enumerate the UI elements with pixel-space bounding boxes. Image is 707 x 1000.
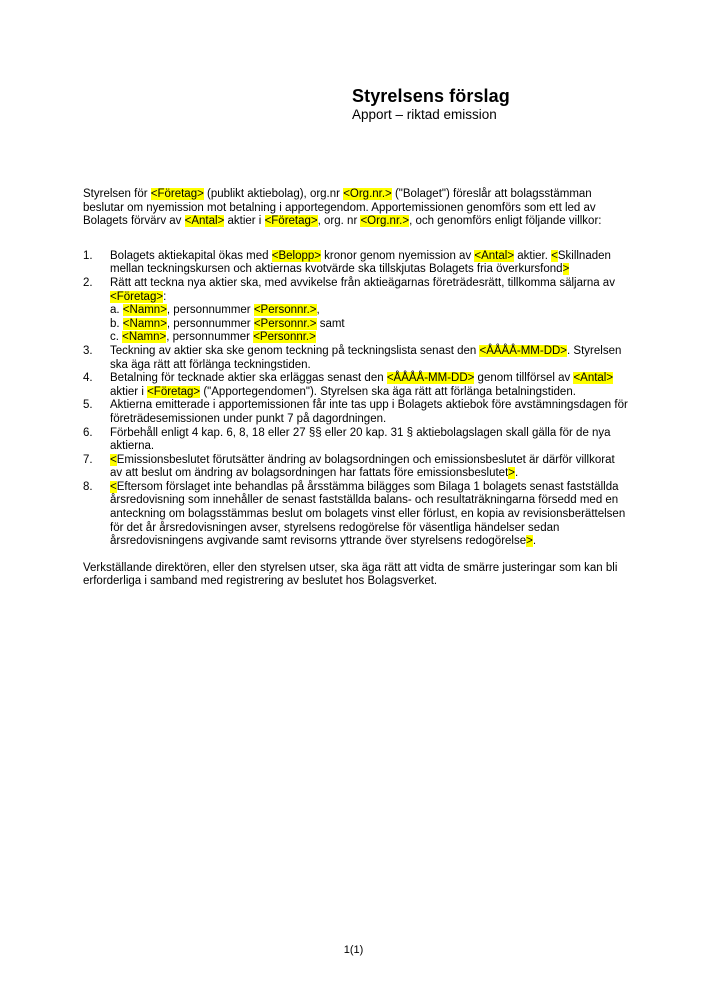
text-run: , org. nr xyxy=(317,215,361,228)
list-item-number: 7. xyxy=(83,453,93,466)
list-item-4 xyxy=(83,372,629,399)
text-run: (publikt aktiebolag), org.nr xyxy=(203,188,344,200)
title-block xyxy=(352,86,510,123)
list-item-text xyxy=(110,427,629,454)
placeholder-highlight: <Företag> xyxy=(150,188,204,200)
text-run: genom tillförsel av xyxy=(474,372,574,385)
list-item-text xyxy=(110,481,629,549)
intro-paragraph xyxy=(83,188,629,229)
placeholder-highlight: <Företag> xyxy=(264,215,318,228)
placeholder-highlight: <Namn> xyxy=(122,317,167,330)
placeholder-highlight: < xyxy=(110,480,117,493)
list-item-3 xyxy=(83,345,629,372)
placeholder-highlight: < xyxy=(110,453,117,466)
placeholder-highlight: < xyxy=(551,249,558,262)
document-body xyxy=(83,188,629,589)
list-item-number: 8. xyxy=(83,480,93,493)
list-item-text xyxy=(110,345,629,372)
text-run: Teckning av aktier ska ske genom teckning på teckningslista senast den xyxy=(110,344,480,357)
text-run: b. xyxy=(110,317,123,330)
list-item-text xyxy=(110,454,629,481)
list-item-8 xyxy=(83,481,629,549)
list-item-6 xyxy=(83,427,629,454)
text-run: , personnummer xyxy=(166,331,254,344)
text-run: . xyxy=(514,467,519,480)
placeholder-highlight: <Belopp> xyxy=(271,249,321,262)
numbered-list xyxy=(83,250,629,549)
text-run: . xyxy=(532,535,537,548)
placeholder-highlight: <Antal> xyxy=(573,372,614,385)
text-run: a. xyxy=(110,304,123,317)
list-item-number: 3. xyxy=(83,344,93,357)
text-run: , personnummer xyxy=(166,304,254,317)
text-run: . Styrelsen ska äga rätt att förlänga teckningstiden. xyxy=(110,344,622,371)
text-run: samt xyxy=(316,317,345,330)
text-run: ("Apportegendomen"). Styrelsen ska äga rätt att förlänga betalningstiden. xyxy=(200,385,576,398)
placeholder-highlight: <Antal> xyxy=(474,249,515,262)
list-item-7 xyxy=(83,454,629,481)
placeholder-highlight: > xyxy=(562,263,570,276)
text-run: ("Bolaget") föreslår att bolagsstämman beslutar om nyemission mot betalning i apportegendom. Apportemissionen genomförs som ett led av Bolagets förvärv av xyxy=(83,188,596,228)
list-item-2 xyxy=(83,277,629,345)
placeholder-highlight: <ÅÅÅÅ-MM-DD> xyxy=(386,372,475,385)
text-run: Förbehåll enligt 4 kap. 6, 8, 18 eller 27 §§ eller 20 kap. 31 § aktiebolagslagen skall gälla för de nya aktierna. xyxy=(110,426,611,453)
text-run: aktier. xyxy=(514,249,552,262)
placeholder-highlight: <Personnr.> xyxy=(253,317,317,330)
placeholder-highlight: <ÅÅÅÅ-MM-DD> xyxy=(479,344,568,357)
list-item-1 xyxy=(83,250,629,277)
text-run: Bolagets aktiekapital ökas med xyxy=(110,249,272,262)
document-title: Styrelsens förslag xyxy=(352,86,510,106)
text-run: Verkställande direktören, eller den styrelsen utser, ska äga rätt att vidta de smärre justeringar som kan bli erforderliga i samband med registrering av beslutet hos Bolagsverket. xyxy=(83,561,618,588)
list-item-number: 4. xyxy=(83,372,93,385)
placeholder-highlight: <Företag> xyxy=(147,385,201,398)
text-run: , xyxy=(316,304,320,317)
text-run: , personnummer xyxy=(166,317,254,330)
text-run: Aktierna emitterade i apportemissionen får inte tas upp i Bolagets aktiebok före avstämningsdagen för företrädesemissionen under punkt 7 på dagordningen. xyxy=(110,399,628,425)
placeholder-highlight: <Org.nr.> xyxy=(360,215,410,228)
text-run: , och genomförs enligt följande villkor: xyxy=(409,215,602,228)
closing-paragraph xyxy=(83,562,629,589)
text-run: c. xyxy=(110,331,123,344)
page-footer xyxy=(0,944,707,958)
placeholder-highlight: <Namn> xyxy=(122,304,167,317)
placeholder-highlight: > xyxy=(508,467,515,480)
text-run: kronor genom nyemission av xyxy=(320,249,475,262)
placeholder-highlight: <Antal> xyxy=(184,215,225,228)
placeholder-highlight: <Personnr.> xyxy=(253,304,317,317)
text-run: aktier i xyxy=(224,215,265,228)
document-subtitle: Apport – riktad emission xyxy=(352,107,497,122)
placeholder-highlight: <Org.nr.> xyxy=(343,188,392,200)
list-item-text xyxy=(110,250,629,277)
text-run: Rätt att teckna nya aktier ska, med avvikelse från aktieägarnas företrädesrätt, tillkomma säljarna av xyxy=(110,276,615,289)
list-item-number: 1. xyxy=(83,249,93,262)
placeholder-highlight: > xyxy=(526,535,533,548)
text-run: : xyxy=(163,290,167,303)
text-run: Eftersom förslaget inte behandlas på årsstämma bilägges som Bilaga 1 bolagets senast fastställda årsredovisning som innehåller de senast fastställda balans- och resultaträkningarna försedd med en anteckning om bolagsstämmas beslut om bolagets vinst eller förlust, en kopia av revisionsberättelsen för det år årsredovisningen avser, styrelsens redogörelse för väsentliga händelser sedan årsredovisningens avgivande samt revisorns yttrande över styrelsens redogörelse xyxy=(110,480,626,548)
text-run: Emissionsbeslutet förutsätter ändring av bolagsordningen och emissionsbeslutet är därför villkorat av att beslut om ändring av bolagsordningen har fattats före emissionsbeslutet xyxy=(110,453,615,480)
placeholder-highlight: <Företag> xyxy=(110,290,164,303)
list-item-number: 5. xyxy=(83,399,93,412)
placeholder-highlight: <Namn> xyxy=(122,331,167,344)
placeholder-highlight: <Personnr.> xyxy=(253,331,316,344)
list-item-5 xyxy=(83,399,629,426)
list-item-text xyxy=(110,277,629,345)
list-item-number: 2. xyxy=(83,276,93,289)
page-number: 1(1) xyxy=(343,944,364,956)
text-run: Styrelsen för xyxy=(83,188,151,200)
list-item-text xyxy=(110,399,629,426)
text-run: Skillnaden mellan teckningskursen och aktiernas kvotvärde ska tillskjutas Bolagets fria överkursfond xyxy=(110,249,611,276)
text-run: aktier i xyxy=(110,385,148,398)
text-run: Betalning för tecknade aktier ska erläggas senast den xyxy=(110,372,387,385)
list-item-text xyxy=(110,372,629,399)
list-item-number: 6. xyxy=(83,426,93,439)
